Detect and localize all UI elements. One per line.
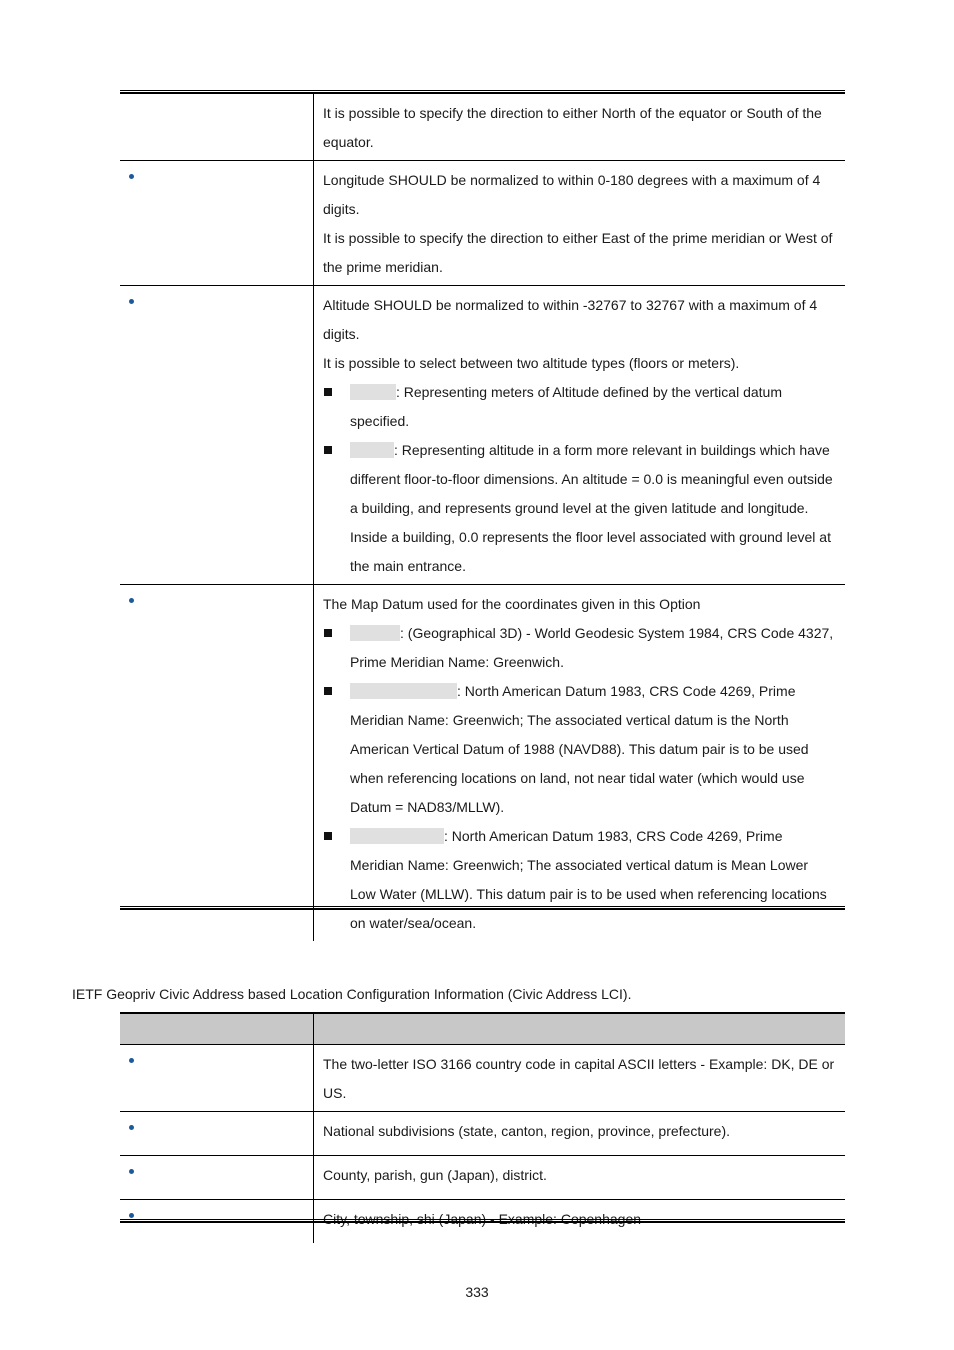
- description-text: The Map Datum used for the coordinates given in this Option: [323, 596, 701, 612]
- option-item: [323, 619, 837, 677]
- bullet-icon: [129, 598, 134, 603]
- description-cell: [314, 286, 846, 585]
- table1-bottom-rule: [120, 906, 845, 910]
- square-bullet-icon: [324, 687, 332, 695]
- description-cell: [314, 161, 846, 286]
- description-cell: [314, 1045, 846, 1112]
- option-text: : North American Datum 1983, CRS Code 4269, Prime Meridian Name: Greenwich; The associated vertical datum is Mean Lower Low Water (MLLW). This datum pair is to be used when referencing locations on water/sea/ocean.: [350, 828, 827, 931]
- redacted-option-name: [350, 442, 394, 458]
- description-text: It is possible to specify the direction to either North of the equator or South of the equator.: [323, 105, 822, 150]
- param-cell: [120, 1156, 314, 1200]
- option-text: : (Geographical 3D) - World Geodesic System 1984, CRS Code 4327, Prime Meridian Name: Greenwich.: [350, 625, 834, 670]
- param-cell: [120, 161, 314, 286]
- description-text: National subdivisions (state, canton, region, province, prefecture).: [323, 1123, 730, 1139]
- table-row: [120, 94, 845, 161]
- section-intro: IETF Geopriv Civic Address based Location Configuration Information (Civic Address LCI).: [72, 986, 632, 1002]
- description-cell: [314, 94, 846, 161]
- bullet-icon: [129, 1169, 134, 1174]
- page-number: 333: [465, 1284, 489, 1300]
- square-bullet-icon: [324, 446, 332, 454]
- redacted-option-name: [350, 384, 396, 400]
- square-bullet-icon: [324, 629, 332, 637]
- param-cell: [120, 1112, 314, 1156]
- table2: [120, 1045, 845, 1243]
- bullet-icon: [129, 174, 134, 179]
- column-divider: [313, 1014, 314, 1044]
- redacted-option-name: [350, 683, 457, 699]
- square-bullet-icon: [324, 388, 332, 396]
- description-text: It is possible to specify the direction to either East of the prime meridian or West of the prime meridian.: [323, 230, 833, 275]
- table2-bottom-rule: [120, 1219, 845, 1223]
- param-cell: [120, 94, 314, 161]
- option-text: : Representing meters of Altitude defined by the vertical datum specified.: [350, 384, 782, 429]
- description-text: Altitude SHOULD be normalized to within -32767 to 32767 with a maximum of 4 digits.: [323, 297, 818, 342]
- description-text: County, parish, gun (Japan), district.: [323, 1167, 547, 1183]
- description-cell: [314, 585, 846, 942]
- table-row: [120, 161, 845, 286]
- bullet-icon: [129, 1058, 134, 1063]
- square-bullet-icon: [324, 832, 332, 840]
- description-text: It is possible to select between two altitude types (floors or meters).: [323, 355, 740, 371]
- option-item: [323, 677, 837, 822]
- table-row: [120, 585, 845, 942]
- option-item: [323, 436, 837, 581]
- param-cell: [120, 1045, 314, 1112]
- option-text: : Representing altitude in a form more relevant in buildings which have different floor-to-floor dimensions. An altitude = 0.0 is meaningful even outside a building, and represents ground level at the given latitude and longitude. Inside a building, 0.0 represents the floor level associated with ground level at the main entrance.: [350, 442, 833, 574]
- option-text: : North American Datum 1983, CRS Code 4269, Prime Meridian Name: Greenwich; The associated vertical datum is the North American Vertical Datum of 1988 (NAVD88). This datum pair is to be used when referencing locations on land, not near tidal water (which would use Datum = NAD83/MLLW).: [350, 683, 809, 815]
- param-cell: [120, 286, 314, 585]
- option-item: [323, 822, 837, 938]
- description-text: The two-letter ISO 3166 country code in capital ASCII letters - Example: DK, DE or US.: [323, 1056, 835, 1101]
- param-cell: [120, 585, 314, 942]
- table-row: [120, 286, 845, 585]
- option-item: [323, 378, 837, 436]
- table-row: [120, 1112, 845, 1156]
- redacted-option-name: [350, 828, 444, 844]
- description-cell: [314, 1156, 846, 1200]
- table1: [120, 94, 845, 941]
- bullet-icon: [129, 299, 134, 304]
- redacted-option-name: [350, 625, 400, 641]
- description-text: City, township, shi (Japan) - Example: Copenhagen: [323, 1211, 642, 1227]
- table2-header: [120, 1012, 845, 1045]
- bullet-icon: [129, 1125, 134, 1130]
- description-cell: [314, 1112, 846, 1156]
- table-row: [120, 1045, 845, 1112]
- description-text: Longitude SHOULD be normalized to within 0-180 degrees with a maximum of 4 digits.: [323, 172, 821, 217]
- bullet-icon: [129, 1213, 134, 1218]
- table-row: [120, 1156, 845, 1200]
